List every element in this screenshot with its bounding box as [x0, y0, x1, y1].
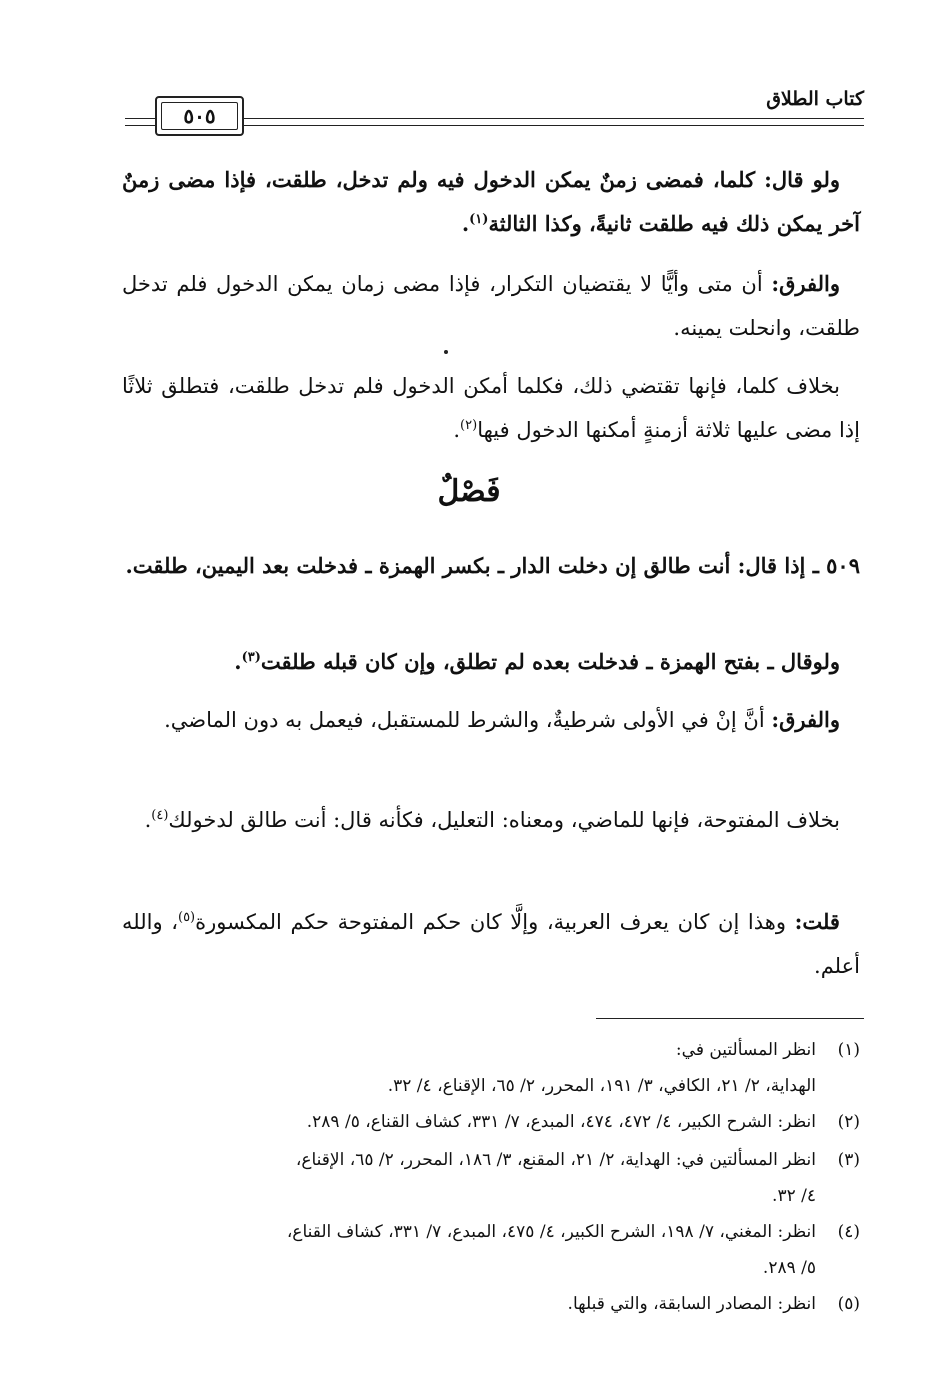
- section-heading: فَصْلٌ: [437, 474, 501, 509]
- footnote-1: [122, 1032, 860, 1104]
- paragraph-3-text: بخلاف كلما، فإنها تقتضي ذلك، فكلما أمكن الدخول فلم تدخل طلقت، فتطلق ثلاثًا إذا مضى عليها ثلاثة أزمنةٍ أمكنها الدخول فيها: [122, 374, 860, 442]
- paragraph-8-term: قلت:: [794, 909, 840, 934]
- footnote-2: [122, 1104, 860, 1140]
- header-rule-left: [125, 118, 155, 126]
- paragraph-8-text-a: وهذا إن كان يعرف العربية، وإلَّا كان حكم المفتوحة حكم المكسورة: [195, 910, 786, 934]
- footnote-2-line-1: انظر: الشرح الكبير، ٤/ ٤٧٢، ٤٧٤، المبدع، ٧/ ٣٣١، كشاف القناع، ٥/ ٢٨٩.: [306, 1112, 816, 1132]
- footnote-5-line-1: انظر: المصادر السابقة، والتي قبلها.: [567, 1294, 816, 1314]
- footnote-4-number: (٤): [837, 1222, 860, 1242]
- paragraph-2: [122, 262, 860, 350]
- footnote-1-line-2: الهداية، ٢/ ٢١، الكافي، ٣/ ١٩١، المحرر، ٢/ ٦٥، الإقناع، ٤/ ٣٢.: [387, 1076, 816, 1096]
- paragraph-3: بخلاف كلما، فإنها تقتضي ذلك، فكلما أمكن الدخول فلم تدخل طلقت، فتطلق ثلاثًا إذا مضى عليها ثلاثة أزمنةٍ أمكنها الدخول فيها$^{(٢)}$.: [122, 374, 860, 442]
- paragraph-5-text: ولوقال ـ بفتح الهمزة ـ فدخلت بعده لم تطلق، وإن كان قبله طلقت: [260, 649, 840, 674]
- paragraph-8-text-b: ، والله أعلم.: [122, 910, 860, 978]
- paragraph-2-term: والفرق:: [771, 271, 840, 296]
- footnote-3-line-1: انظر المسألتين في: الهداية، ٢/ ٢١، المقنع، ٣/ ١٨٦، المحرر، ٢/ ٦٥، الإقناع،: [295, 1150, 816, 1170]
- paragraph-6: [122, 698, 860, 742]
- footnote-separator: [596, 1018, 864, 1019]
- footnote-4-line-1: انظر: المغني، ٧/ ١٩٨، الشرح الكبير، ٤/ ٤٧٥، المبدع، ٧/ ٣٣١، كشاف القناع،: [286, 1222, 816, 1242]
- footnote-4-line-2: ٥/ ٢٨٩.: [762, 1258, 816, 1278]
- footnote-2-number: (٢): [837, 1112, 860, 1132]
- footnote-1-line-1: انظر المسألتين في:: [675, 1040, 816, 1060]
- footnote-ref-3[interactable]: (٣): [241, 650, 261, 665]
- running-header-title: كتاب الطلاق: [766, 88, 864, 110]
- page-number-frame: [155, 96, 244, 136]
- paragraph-2-text: أن متى وأيًّا لا يقتضيان التكرار، فإذا مضى زمان يمكن الدخول فلم تدخل طلقت، وانحلت يمينه.: [122, 272, 860, 340]
- footnote-ref-5[interactable]: (٥): [177, 910, 196, 925]
- paragraph-7-text: بخلاف المفتوحة، فإنها للماضي، ومعناه: التعليل، فكأنه قال: أنت طالق لدخولك: [168, 808, 840, 832]
- footnote-ref-1[interactable]: (١): [469, 212, 489, 227]
- paragraph-6-term: والفرق:: [771, 707, 840, 732]
- header-rule-right: [244, 118, 864, 126]
- footnote-3-line-2: ٤/ ٣٢.: [772, 1186, 816, 1206]
- stray-dot: [444, 350, 448, 354]
- footnote-ref-2[interactable]: (٢): [460, 418, 478, 433]
- footnote-3: [122, 1142, 860, 1214]
- paragraph-8: [122, 900, 860, 988]
- footnote-5-number: (٥): [837, 1294, 860, 1314]
- paragraph-1-text: ولو قال: كلما، فمضى زمنٌ يمكن الدخول فيه ولم تدخل، طلقت، فإذا مضى زمنٌ آخر يمكن ذلك فيه طلقت ثانيةً، وكذا الثالثة: [122, 167, 860, 236]
- paragraph-7: بخلاف المفتوحة، فإنها للماضي، ومعناه: التعليل، فكأنه قال: أنت طالق لدخولك$^{(٤)}$.: [144, 808, 840, 832]
- page-number: ٥٠٥: [183, 104, 216, 128]
- footnote-1-number: (١): [837, 1040, 860, 1060]
- paragraph-1: ولو قال: كلما، فمضى زمنٌ يمكن الدخول فيه ولم تدخل، طلقت، فإذا مضى زمنٌ آخر يمكن ذلك فيه طلقت ثانيةً، وكذا الثالثة$^{(١)}$.: [122, 167, 860, 236]
- footnote-5: [122, 1286, 860, 1322]
- paragraph-5: ولوقال ـ بفتح الهمزة ـ فدخلت بعده لم تطلق، وإن كان قبله طلقت$^{(٣)}$.: [234, 649, 840, 674]
- footnote-3-number: (٣): [837, 1150, 860, 1170]
- paragraph-4-item-509: ٥٠٩ ـ إذا قال: أنت طالق إن دخلت الدار ـ بكسر الهمزة ـ فدخلت بعد اليمين، طلقت.: [125, 553, 860, 578]
- footnote-4: [122, 1214, 860, 1286]
- paragraph-6-text: أنَّ إنْ في الأولى شرطيةٌ، والشرط للمستقبل، فيعمل به دون الماضي.: [164, 708, 765, 732]
- footnote-ref-4[interactable]: (٤): [151, 808, 169, 823]
